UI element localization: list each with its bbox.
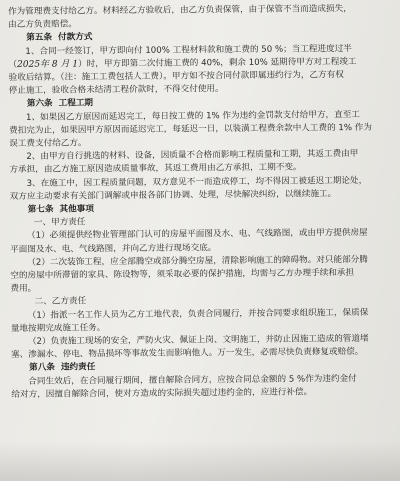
- text-line: 由乙方负责赔偿。: [8, 19, 77, 31]
- subheading: 一、甲方责任: [33, 217, 86, 229]
- text-line: 费用。: [10, 284, 37, 295]
- handwritten-date: 2025年 8 月 1: [17, 59, 79, 70]
- section-heading-8: 第八条 违约责任: [29, 362, 96, 374]
- page-shadow: [0, 441, 400, 481]
- text-line: 3、在施工中，因工程质量问题，双方意见不一而造成停工，均不得因工被延迟工期论处，: [26, 175, 368, 189]
- text-line: （1）必须提供经物业管理部门认可的房屋平面图及水、电、气线路图，或由甲方提供房屋: [26, 228, 368, 242]
- text-line: 方承担，由乙方施工原因造成质量事故，其返工费用由乙方承担，工期不变。: [9, 162, 302, 176]
- text-line: 验收后结算。（注：施工工费包括人工费）。甲方如不按合同付款即属违约行为，乙方有权: [8, 70, 344, 84]
- text-line: 误工费支付给乙方。: [9, 138, 87, 150]
- text-line: 双方应主动要求有关部门调解或申报各部门协调、处理，尽快解决纠纷，以继续施工。: [9, 188, 337, 202]
- text-line: 合同生效后，在合同履行期间，擅自解除合同方，应按合同总金额的 5 %作为违约金付: [28, 373, 357, 387]
- text-line: （2）负责施工现场的安全，严防火灾、佩证上岗、文明施工，并防止因施工造成的管道堵: [27, 333, 369, 347]
- section-heading-7: 第七条 其他事项: [27, 204, 94, 215]
- text-line: 给对方，因擅自解除合同，使对方造成的实际损失超过违约金的，应进行补偿。: [11, 387, 313, 400]
- subheading: 二、乙方责任: [34, 296, 87, 308]
- text-line: 费扣完为止，如果因甲方原因而延迟完工，每延迟一日，以装潢工程费余款中人工费的 1% 作为: [9, 122, 372, 136]
- text-line: 量地按期完成施工任务。: [10, 323, 106, 334]
- contract-text: [8, 3, 399, 402]
- text-line: 2、由甲方自行挑选的材料、设备，因质量不合格而影响工程质量和工期，其返工费由甲: [26, 149, 359, 163]
- text-fragment: （: [8, 59, 18, 70]
- text-line: 塞、渗漏水、停电、物品损坏等事故发生而影响他人。万一发生，必需尽快负责修复或赔偿。: [11, 347, 364, 361]
- section-heading-6: 第六条 工程工期: [26, 98, 94, 110]
- text-line: 作为管理费支付给乙方。材料经乙方验收后，由乙方负责保管，由于保管不当而造成损失，: [8, 4, 352, 17]
- text-line: 1、如果因乙方原因而延迟完工，每日按工费的 1% 作为违约金罚款支付给甲方，直至工: [25, 109, 360, 123]
- section-heading-5: 第五条 付款方式: [26, 32, 93, 44]
- text-line: 停止施工，验收合格未结清工程价款时，不得交付使用。: [8, 84, 224, 97]
- text-line: 1、合同一经签订，甲方即向付 100% 工程材料款和施工费的 50 %；当工程进度过半: [25, 43, 352, 57]
- text-line: （2）二次装饰工程，应全部腾空或部分腾空房屋，清除影响施工的障碍物。对只能部分腾: [27, 254, 368, 268]
- text-fragment: ）时，甲方即第二次付施工费的 40%，剩余 10% 延期待甲方对工程竣工: [78, 56, 357, 70]
- text-line: （1）指派一名工作人员为乙方工地代表，负责合同履行，并按合同要求组织施工，保质保: [27, 307, 369, 321]
- text-line: 平面图及水、电、气线路图，并向乙方进行现场交底。: [10, 242, 217, 255]
- text-line: 空的房屋中所滞留的家具、陈设物等，须采取必要的保护措施，均需与乙方办理手续和承担: [10, 268, 355, 282]
